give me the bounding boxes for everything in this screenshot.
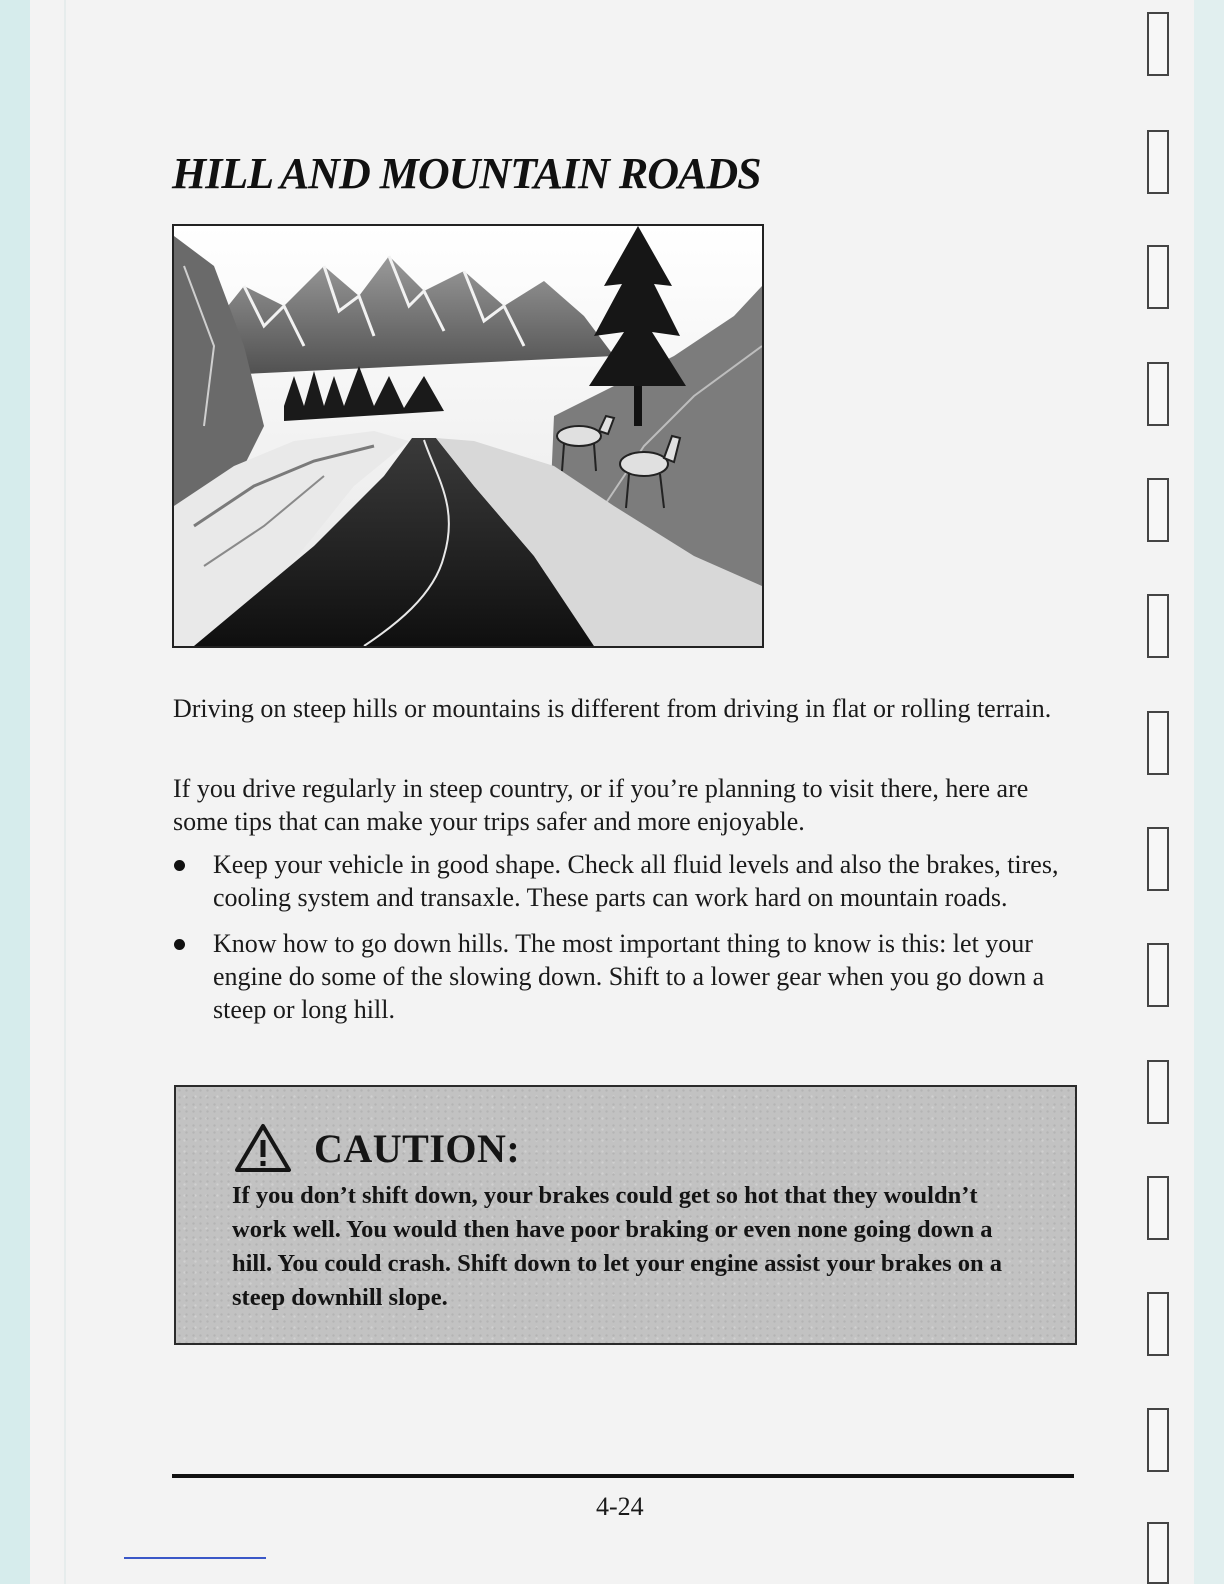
index-tab[interactable] (1147, 827, 1169, 891)
index-tab[interactable] (1147, 130, 1169, 194)
list-item-text: Keep your vehicle in good shape. Check all fluid levels and also the brakes, tires, cooling system and transaxle. These parts can work hard on mountain roads. (213, 850, 1059, 912)
link-underline (124, 1557, 266, 1559)
page-edge-line (64, 0, 66, 1584)
section-title: HILL AND MOUNTAIN ROADS (172, 149, 761, 198)
index-tab[interactable] (1147, 943, 1169, 1007)
list-item (172, 848, 1062, 914)
index-tabs (1147, 0, 1173, 1584)
list-item-text: Know how to go down hills. The most important thing to know is this: let your engine do some of the slowing down. Shift to a lower gear when you go down a steep or long hill. (213, 929, 1045, 1024)
index-tab[interactable] (1147, 478, 1169, 542)
right-page-margin (1194, 0, 1224, 1584)
caution-header (234, 1123, 520, 1173)
mountain-road-illustration (172, 224, 764, 648)
index-tab[interactable] (1147, 711, 1169, 775)
bullet-icon (174, 860, 185, 871)
index-tab[interactable] (1147, 245, 1169, 309)
index-tab[interactable] (1147, 12, 1169, 76)
index-tab[interactable] (1147, 1060, 1169, 1124)
index-tab[interactable] (1147, 1176, 1169, 1240)
warning-triangle-icon (234, 1123, 292, 1173)
intro-paragraph: Driving on steep hills or mountains is different from driving in flat or rolling terrain. (173, 694, 1052, 723)
footer-rule (172, 1474, 1074, 1478)
tips-paragraph: If you drive regularly in steep country, or if you’re planning to visit there, here are some tips that can make your trips safer and more enjoyable. (173, 774, 1029, 836)
index-tab[interactable] (1147, 362, 1169, 426)
caution-text: If you don’t shift down, your brakes could get so hot that they wouldn’t work well. You would then have poor braking or even none going down a hill. You could crash. Shift down to let your engine assist your brakes on a steep downhill slope. (232, 1182, 1003, 1311)
index-tab[interactable] (1147, 1292, 1169, 1356)
left-page-margin (0, 0, 30, 1584)
index-tab[interactable] (1147, 1408, 1169, 1472)
page-number: 4-24 (596, 1492, 644, 1521)
caution-box (174, 1085, 1077, 1345)
tips-list (172, 848, 1062, 1039)
bullet-icon (174, 939, 185, 950)
caution-title: CAUTION: (314, 1125, 521, 1171)
index-tab[interactable] (1147, 594, 1169, 658)
index-tab[interactable] (1147, 1522, 1169, 1584)
list-item (172, 927, 1062, 1026)
